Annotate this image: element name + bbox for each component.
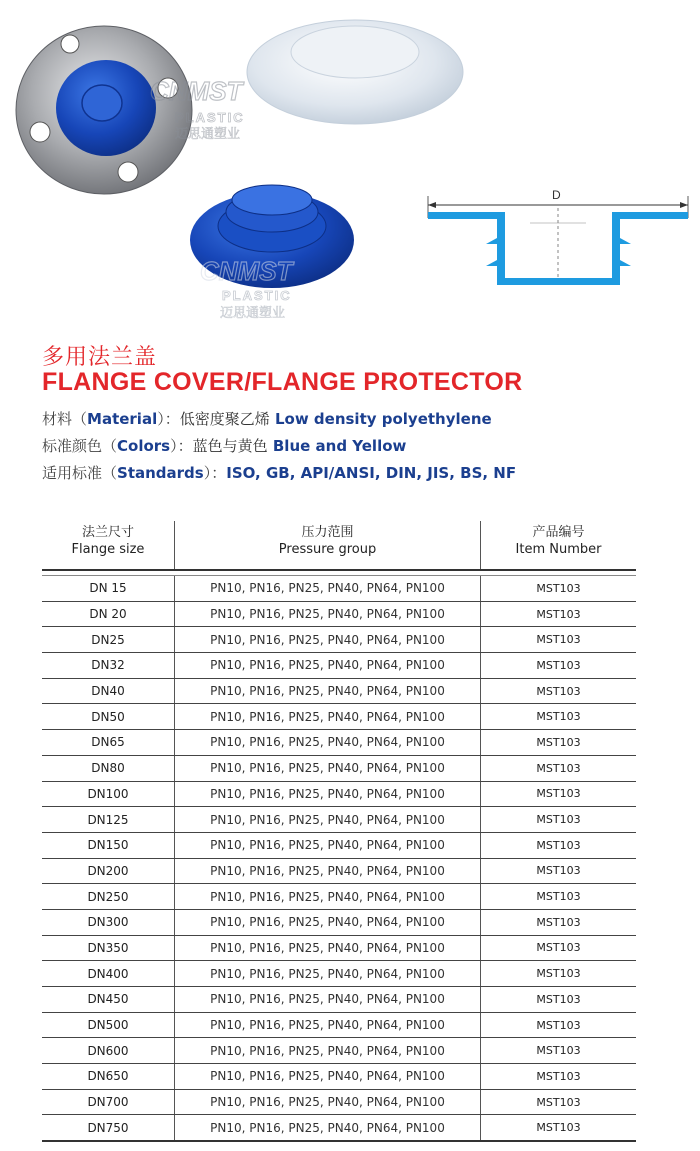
cell-flange-size: DN200: [42, 858, 175, 884]
header-en: Flange size: [71, 542, 145, 557]
cell-pressure-group: PN10, PN16, PN25, PN40, PN64, PN100: [175, 601, 481, 627]
dimension-label: D: [552, 188, 561, 202]
product-illustration: [0, 0, 700, 330]
header-cn: 产品编号: [532, 525, 585, 540]
cell-flange-size: DN250: [42, 884, 175, 910]
spec-value-cn: 蓝色与黄色: [192, 437, 268, 455]
cell-pressure-group: PN10, PN16, PN25, PN40, PN64, PN100: [175, 1089, 481, 1115]
cell-item-number: MST103: [481, 576, 637, 602]
cell-pressure-group: PN10, PN16, PN25, PN40, PN64, PN100: [175, 832, 481, 858]
table-row: [42, 704, 636, 730]
cell-pressure-group: PN10, PN16, PN25, PN40, PN64, PN100: [175, 935, 481, 961]
cell-flange-size: DN40: [42, 678, 175, 704]
flange-with-cover-photo: [16, 26, 192, 194]
watermark-main-2: CNMST: [200, 256, 293, 286]
cell-pressure-group: PN10, PN16, PN25, PN40, PN64, PN100: [175, 627, 481, 653]
title-chinese: 多用法兰盖: [42, 345, 158, 370]
table-row: [42, 576, 636, 602]
cell-flange-size: DN400: [42, 961, 175, 987]
cell-item-number: MST103: [481, 1089, 637, 1115]
cell-item-number: MST103: [481, 1115, 637, 1141]
spec-label-cn: 材料（: [42, 410, 88, 428]
cell-pressure-group: PN10, PN16, PN25, PN40, PN64, PN100: [175, 1038, 481, 1064]
cell-item-number: MST103: [481, 1038, 637, 1064]
spec-label-close: ）：: [157, 410, 180, 428]
header-cn: 压力范围: [301, 525, 354, 540]
table-row: [42, 935, 636, 961]
cell-pressure-group: PN10, PN16, PN25, PN40, PN64, PN100: [175, 884, 481, 910]
table-row: [42, 961, 636, 987]
brand-watermark-2: [200, 256, 295, 321]
spec-label-en: Standards: [117, 464, 204, 482]
cell-flange-size: DN650: [42, 1064, 175, 1090]
cell-item-number: MST103: [481, 1064, 637, 1090]
watermark-sub-1: PLASTIC: [175, 110, 245, 125]
table-row: [42, 909, 636, 935]
cell-item-number: MST103: [481, 678, 637, 704]
table-row: [42, 653, 636, 679]
header-en: Pressure group: [278, 542, 377, 557]
watermark-cn-1: 迈思通塑业: [175, 127, 241, 142]
product-photos: [0, 0, 700, 330]
cell-flange-size: DN80: [42, 755, 175, 781]
cell-item-number: MST103: [481, 730, 637, 756]
cell-pressure-group: PN10, PN16, PN25, PN40, PN64, PN100: [175, 987, 481, 1013]
table-row: [42, 730, 636, 756]
table-row: [42, 601, 636, 627]
table-row: [42, 832, 636, 858]
header-pressure-group: [175, 521, 481, 570]
table-row: [42, 1038, 636, 1064]
watermark-main-1: CNMST: [150, 76, 243, 106]
table-row: [42, 755, 636, 781]
cell-pressure-group: PN10, PN16, PN25, PN40, PN64, PN100: [175, 678, 481, 704]
table-row: [42, 884, 636, 910]
cell-item-number: MST103: [481, 1012, 637, 1038]
spec-material: [42, 408, 492, 429]
table-row: [42, 781, 636, 807]
cell-item-number: MST103: [481, 781, 637, 807]
spec-value-en: Low density polyethylene: [269, 410, 492, 428]
cell-flange-size: DN450: [42, 987, 175, 1013]
table-row: [42, 1064, 636, 1090]
cell-pressure-group: PN10, PN16, PN25, PN40, PN64, PN100: [175, 961, 481, 987]
cell-flange-size: DN350: [42, 935, 175, 961]
cell-item-number: MST103: [481, 987, 637, 1013]
cell-item-number: MST103: [481, 858, 637, 884]
cell-flange-size: DN32: [42, 653, 175, 679]
table-header-row: [42, 521, 636, 570]
cell-item-number: MST103: [481, 935, 637, 961]
header-flange-size: [42, 521, 175, 570]
cell-pressure-group: PN10, PN16, PN25, PN40, PN64, PN100: [175, 807, 481, 833]
table-row: [42, 858, 636, 884]
cell-flange-size: DN600: [42, 1038, 175, 1064]
spec-label-cn: 标准颜色（: [42, 437, 118, 455]
watermark-cn-2: 迈思通塑业: [220, 306, 286, 321]
cell-item-number: MST103: [481, 807, 637, 833]
cell-item-number: MST103: [481, 832, 637, 858]
table-row: [42, 1012, 636, 1038]
header-en: Item Number: [515, 542, 602, 557]
cell-pressure-group: PN10, PN16, PN25, PN40, PN64, PN100: [175, 1064, 481, 1090]
spec-label-close: ）：: [170, 437, 193, 455]
cell-flange-size: DN50: [42, 704, 175, 730]
cell-flange-size: DN 20: [42, 601, 175, 627]
cell-item-number: MST103: [481, 755, 637, 781]
title-english: FLANGE COVER/FLANGE PROTECTOR: [42, 368, 523, 396]
cell-flange-size: DN65: [42, 730, 175, 756]
table-body: [42, 576, 636, 1142]
spec-label-en: Colors: [117, 437, 171, 455]
cell-flange-size: DN 15: [42, 576, 175, 602]
cell-pressure-group: PN10, PN16, PN25, PN40, PN64, PN100: [175, 653, 481, 679]
cell-item-number: MST103: [481, 601, 637, 627]
table-row: [42, 807, 636, 833]
table-row: [42, 987, 636, 1013]
header-cn: 法兰尺寸: [81, 525, 134, 540]
table-row: [42, 1115, 636, 1141]
table-row: [42, 678, 636, 704]
table-row: [42, 627, 636, 653]
cell-flange-size: DN500: [42, 1012, 175, 1038]
cell-flange-size: DN300: [42, 909, 175, 935]
spec-label-close: ）：: [203, 464, 227, 482]
cell-pressure-group: PN10, PN16, PN25, PN40, PN64, PN100: [175, 704, 481, 730]
cell-pressure-group: PN10, PN16, PN25, PN40, PN64, PN100: [175, 576, 481, 602]
cell-flange-size: DN125: [42, 807, 175, 833]
size-table: [42, 521, 636, 1142]
cell-flange-size: DN700: [42, 1089, 175, 1115]
spec-value-en: ISO, GB, API/ANSI, DIN, JIS, BS, NF: [226, 464, 517, 482]
cell-flange-size: DN25: [42, 627, 175, 653]
cell-pressure-group: PN10, PN16, PN25, PN40, PN64, PN100: [175, 781, 481, 807]
cross-section-diagram: [428, 188, 688, 285]
cell-pressure-group: PN10, PN16, PN25, PN40, PN64, PN100: [175, 1012, 481, 1038]
table-row: [42, 1089, 636, 1115]
spec-standards: [42, 462, 516, 483]
clear-cap-photo: [247, 20, 463, 124]
cap-ribs: [486, 238, 631, 266]
cell-pressure-group: PN10, PN16, PN25, PN40, PN64, PN100: [175, 909, 481, 935]
cell-item-number: MST103: [481, 884, 637, 910]
header-item-number: [481, 521, 637, 570]
cell-pressure-group: PN10, PN16, PN25, PN40, PN64, PN100: [175, 730, 481, 756]
cell-item-number: MST103: [481, 627, 637, 653]
spec-colors: [42, 435, 406, 456]
cell-item-number: MST103: [481, 704, 637, 730]
cell-item-number: MST103: [481, 653, 637, 679]
cell-item-number: MST103: [481, 909, 637, 935]
cell-flange-size: DN150: [42, 832, 175, 858]
cell-pressure-group: PN10, PN16, PN25, PN40, PN64, PN100: [175, 755, 481, 781]
cell-pressure-group: PN10, PN16, PN25, PN40, PN64, PN100: [175, 1115, 481, 1141]
spec-value-cn: 低密度聚乙烯: [179, 410, 270, 428]
cell-flange-size: DN100: [42, 781, 175, 807]
cell-pressure-group: PN10, PN16, PN25, PN40, PN64, PN100: [175, 858, 481, 884]
spec-value-en: Blue and Yellow: [267, 437, 407, 455]
spec-label-cn: 适用标准（: [42, 464, 118, 482]
cell-flange-size: DN750: [42, 1115, 175, 1141]
watermark-sub-2: PLASTIC: [222, 288, 292, 303]
cell-item-number: MST103: [481, 961, 637, 987]
spec-label-en: Material: [87, 410, 158, 428]
